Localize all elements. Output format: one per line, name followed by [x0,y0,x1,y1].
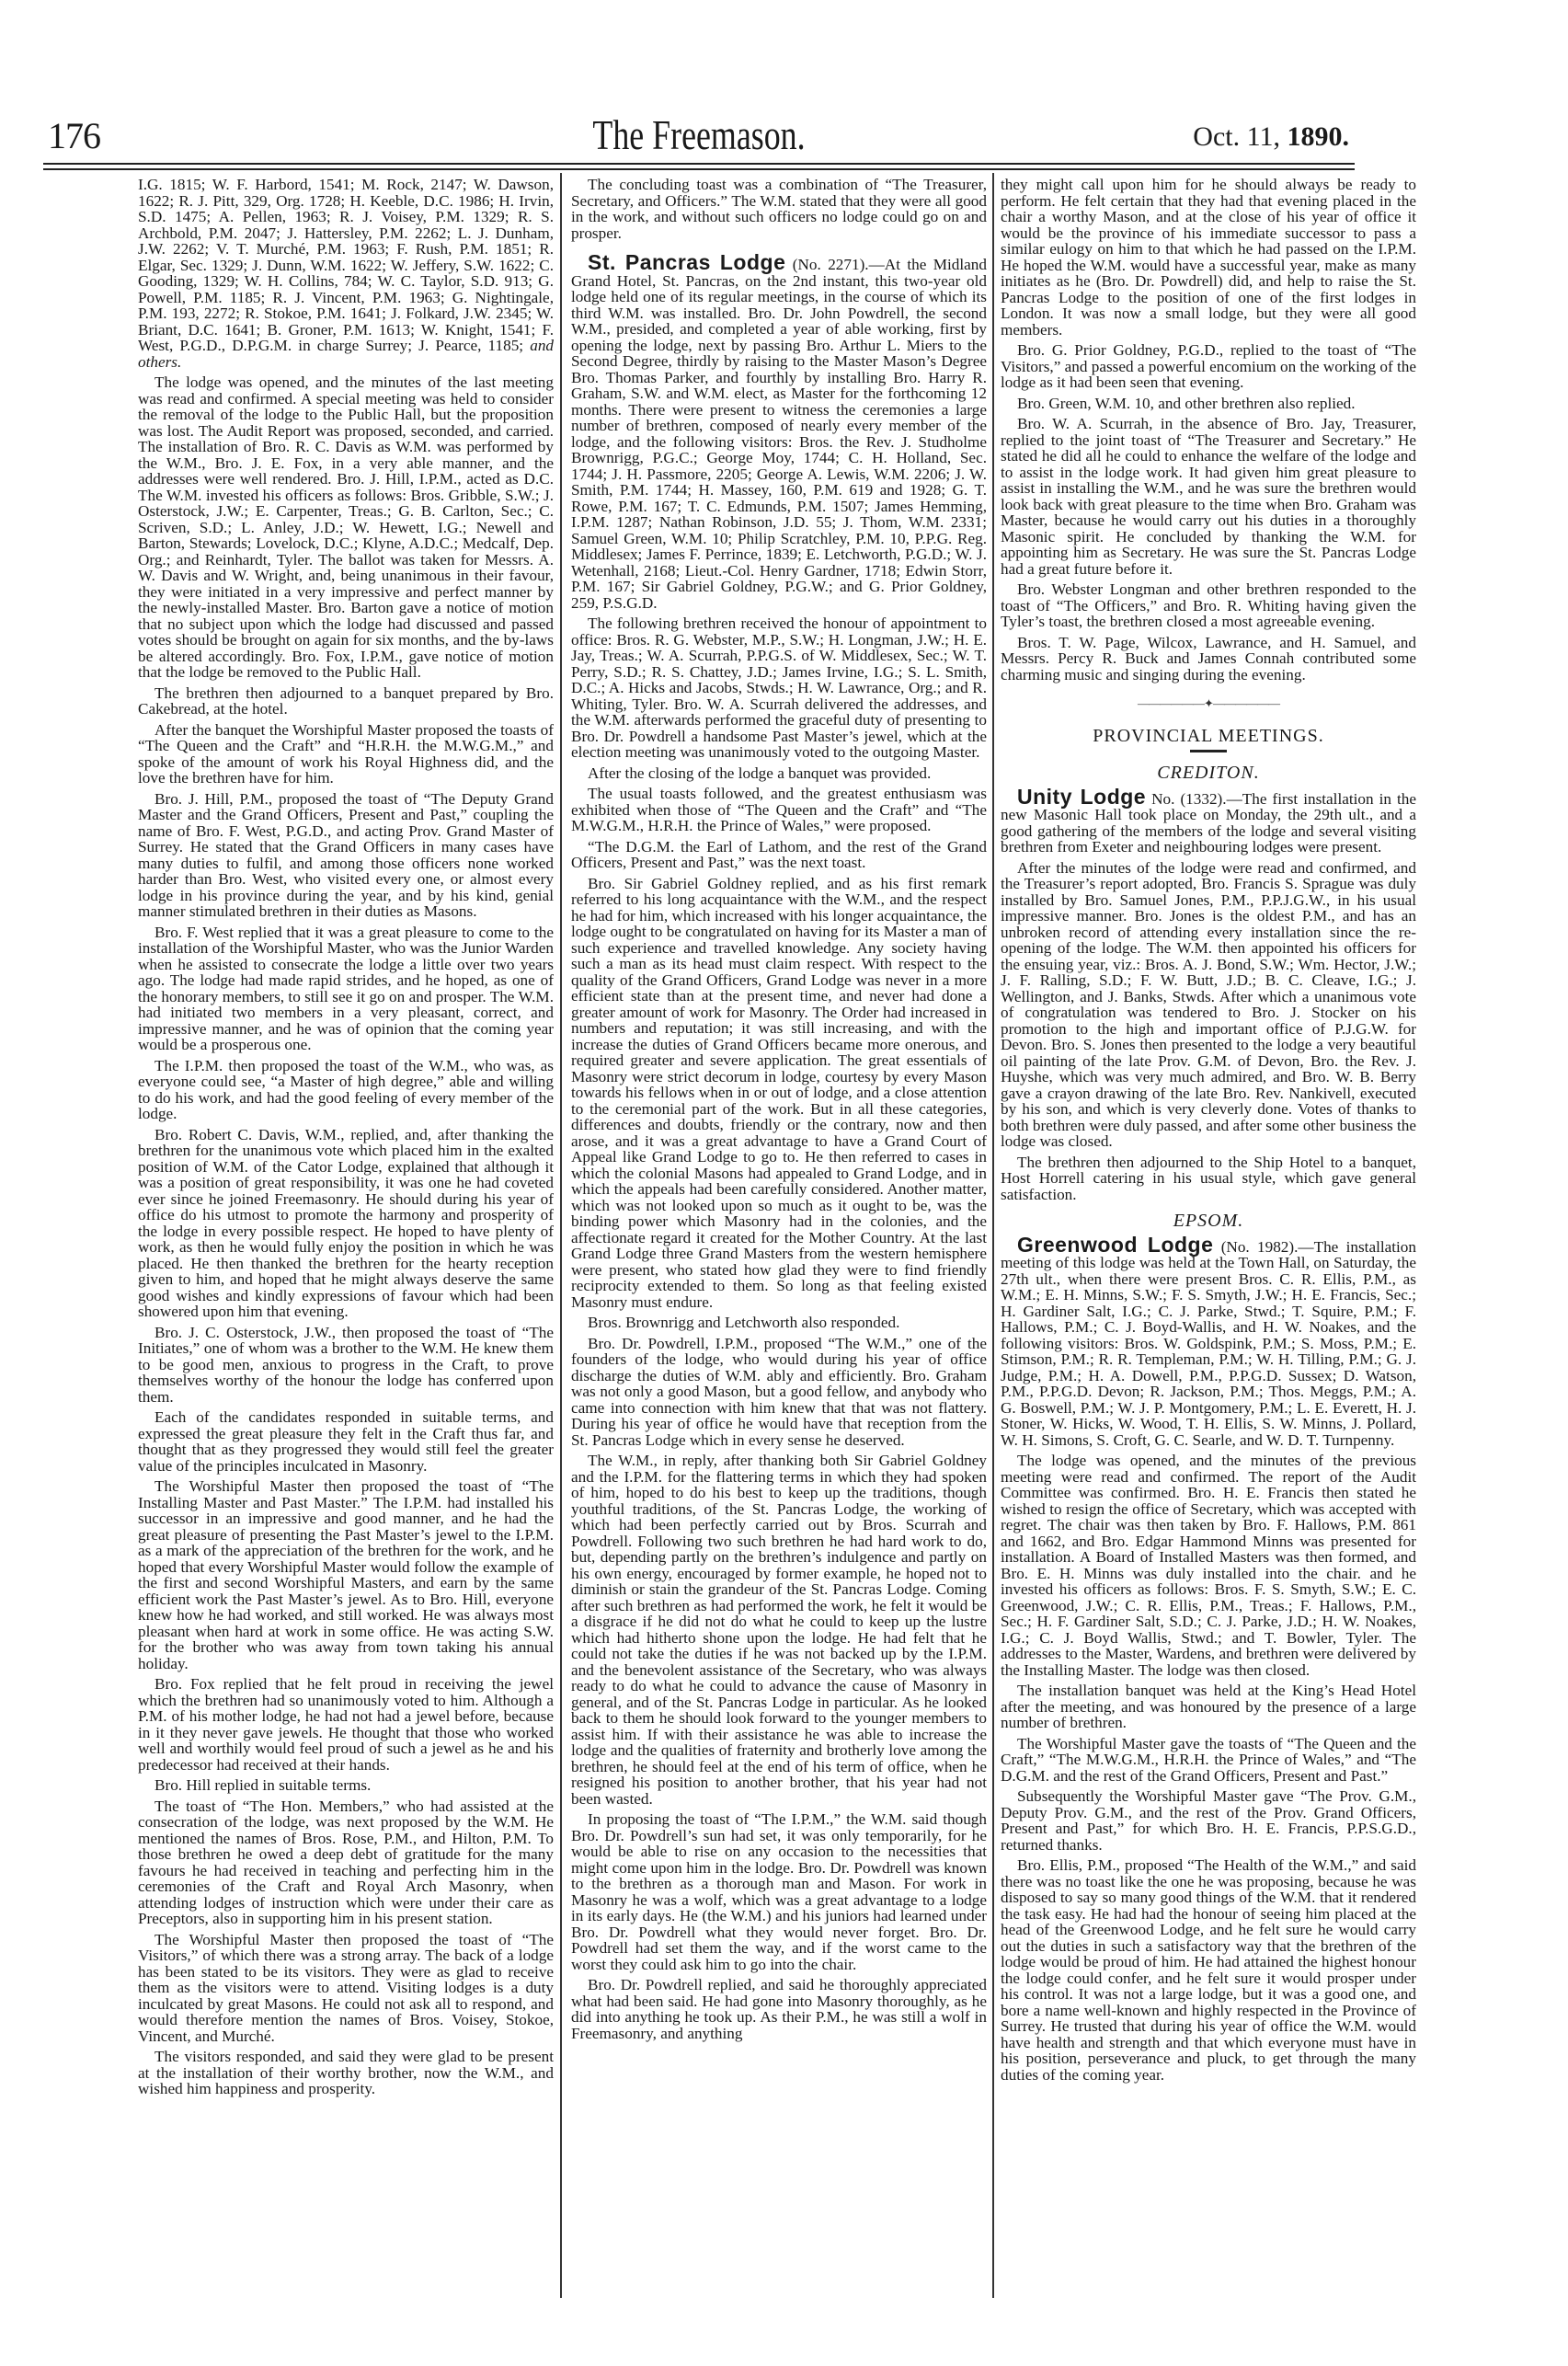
paragraph: Bro. J. Hill, P.M., proposed the toast of “The Deputy Grand Master and the Grand Officers, Present and Past,” coupling the name of Bro. F. West, P.G.D., and acting Prov. Grand Master of Surrey. He stated that the Grand Officers in many cases have many duties to fulfil, and among those officers none worked harder than Bro. West, who visited every one, or almost every lodge in his province during the year, and by his kind, genial manner stimulated brethren in their duties as Masons. [138,789,554,920]
paragraph: Bro. J. C. Osterstock, J.W., then proposed the toast of “The Initiates,” one of whom was a brother to the W.M. He knew them to be good men, anxious to progress in the Craft, to prove themselves worthy of the honour the lodge has conferred upon them. [138,1323,554,1406]
lodge-intro: (No. 2271).—At the Midland Grand Hotel, St. Pancras, on the 2nd instant, this two-year old lodge held one of its regular meetings, in the course of which its third W.M. was installed. Bro. Dr. John Powdrell, the second W.M., presided, and completed a year of able working, first by opening the lodge, next by passing Bro. Arthur L. Miers to the Second Degree, thirdly by raising to the Master Mason’s Degree Bro. Thomas Parker, and fourthly by installing Bro. Harry R. Graham, S.W. and W.M. elect, as Master for the forthcoming 12 months. There were present to witness the ceremonies a large number of brethren, composed of nearly every member of the lodge, and the following visitors: Bros. the Rev. J. Studholme Brownrigg, P.G.C.; George Moy, 1744; C. H. Holland, Sec. 1744; J. H. Passmore, 2205; George A. Lewis, W.M. 2206; J. W. Smith, P.M. 1744; H. Massey, 160, P.M. 619 and 1928; G. T. Rowe, P.M. 167; T. C. Edmunds, P.M. 1507; James Hemming, I.P.M. 1287; Nathan Robinson, J.D. 55; J. Thom, W.M. 2331; Samuel Green, W.M. 10; Philip Scratchley, P.M. 10, P.P.G. Reg. Middlesex; James F. Perrince, 1839; E. Letchworth, P.G.D.; W. J. Wetenhall, 2168; Lieut.-Col. Henry Gardner, 1718; Edwin Storr, P.M. 167; Sir Gabriel Goldney, P.G.W.; and G. Prior Goldney, 259, P.S.G.D. [571,256,987,612]
masthead [41,110,1356,156]
lodge-report-greenwood [1001,1232,1416,1449]
paragraph: In proposing the toast of “The I.P.M.,” the W.M. said though Bro. Dr. Powdrell’s sun had set, it was only temporarily, for he would be able to rise on any occasion to the necessities that might come upon him in the lodge. Bro. Dr. Powdrell was known to the brethren as a thorough man and Mason. For work in Masonry he was a wolf, which was a great advantage to a lodge in its early days. He (the W.M.) and his juniors had learned under Bro. Dr. Powdrell what they would never forget. Bro. Dr. Powdrell had set them the way, and if the worst came to the worst they could ask him to go into the chair. [571,1810,987,1973]
place-heading-crediton: CREDITON. [1157,763,1260,783]
paragraph: “The D.G.M. the Earl of Lathom, and the rest of the Grand Officers, Present and Past,” was the next toast. [571,837,987,871]
paragraph: After the banquet the Worshipful Master proposed the toasts of “The Queen and the Craft” and “H.R.H. the M.W.G.M.,” and spoke of the amount of work his Royal Highness did, and the love the brethren have for him. [138,720,554,787]
paragraph: Each of the candidates responded in suitable terms, and expressed the great pleasure they felt in the Craft thus far, and thought that as they progressed they would still feel the greater value of the principles inculcated in Masonry. [138,1408,554,1475]
lodge-report-unity [1001,784,1416,856]
lodge-report-st-pancras [571,250,987,612]
paragraph: The concluding toast was a combination of “The Treasurer, Secretary, and Officers.” The W.M. stated that they were all good in the work, and without such officers no lodge could go on and prosper. [571,176,987,242]
header-rule-secondary [43,168,1355,170]
paragraph: After the minutes of the lodge were read and confirmed, and the Treasurer’s report adopted, Bro. Francis S. Sprague was duly installed by Bro. Samuel Jones, P.M., P.P.J.G.W., in his usual impressive manner. Bro. Jones is the oldest P.M., and has an unbroken record of attending every installation since the re-opening of the lodge. The W.M. then appointed his officers for the ensuing year, viz.: Bros. A. J. Bond, S.W.; Wm. Hector, J.W.; J. F. Ralling, S.D.; F. W. Butt, J.D.; B. C. Cleave, I.G.; J. Wellington, and J. Banks, Stwds. After which a unanimous vote of congratulation was tendered to Bro. J. Stocker on his promotion to the high and important office of P.J.G.W. for Devon. Bro. S. Jones then presented to the lodge a very beautiful oil painting of the late Prov. G.M. of Devon, Bro. the Rev. J. Huyshe, which was very much admired, and Bro. W. B. Berry gave a crayon drawing of the late Bro. Rev. Nankivell, executed by his son, and which is very cleverly done. Votes of thanks to both brethren were duly passed, and after some other business the lodge was closed. [1001,858,1416,1150]
lodge-intro: No. (1332).—The first installation in the new Masonic Hall took place on Monday, the 29th ult., and a good gathering of the members of the lodge and several visiting brethren from Exeter and neighbouring lodges were present. [1001,789,1416,856]
paragraph: The Worshipful Master then proposed the toast of “The Installing Master and Past Master.” The I.P.M. had installed his successor in an impressive and good manner, and he had the great pleasure of presenting the Past Master’s jewel to the I.P.M. as a mark of the appreciation of the brethren for the work, and he hoped that every Worshipful Master would follow the example of the first and second Worshipful Masters, and earn by the same efficient work the Past Master’s jewel. As to Bro. Hill, everyone knew how he had worked, and still worked. He was always most pleasant when hard at work in some office. He was acting S.W. for the brother who was away from town taking his annual holiday. [138,1477,554,1672]
issue-date-year: 1890. [1287,121,1349,152]
header-rule [43,163,1355,165]
paragraph: The Worshipful Master then proposed the toast of “The Visitors,” of which there was a strong array. The back of a lodge has been stated to be its visitors. They were as glad to receive them as the visitors were to attend. Visiting lodges is a duty inculcated by great Masons. He could not ask all to respond, and would therefore mention the names of Bros. Voisey, Stokoe, Vincent, and Murché. [138,1930,554,2045]
visitor-list: I.G. 1815; W. F. Harbord, 1541; M. Rock, 2147; W. Dawson, 1622; R. J. Pitt, 329, Org. 1728; H. Keeble, D.C. 1986; H. Irvin, S.D. 1475; A. Pellen, 1963; R. J. Voisey, P.M. 1329; R. S. Archbold, P.M. 2047; J. Hattersley, P.M. 2262; L. J. Dunham, J.W. 2262; V. T. Murché, P.M. 1963; F. Rush, P.M. 1851; R. Elgar, Sec. 1329; J. Dunn, W.M. 1622; W. Jeffery, S.W. 1622; C. Gooding, 1329; W. H. Collins, 784; W. C. Taylor, S.D. 913; G. Powell, P.M. 1185; R. J. Vincent, P.M. 1963; G. Nightingale, P.M. 193, 2272; R. Stokoe, P.M. 1641; J. Folkard, J.W. 2345; W. Briant, D.C. 1641; B. Groner, P.M. 1613; W. Knight, 1541; F. West, P.G.D., D.P.G.M. in charge Surrey; J. Pearce, 1185; [138,176,554,354]
section-divider-ornament: ——————✦—————— [1138,696,1279,710]
section-title: PROVINCIAL MEETINGS. [1093,725,1324,746]
lodge-intro: (No. 1982).—The installation meeting of this lodge was held at the Town Hall, on Saturday, the 27th ult., when there were present Bros. C. R. Ellis, P.M., as W.M.; E. H. Minns, S.W.; F. S. Smyth, J.W.; H. E. Francis, Sec.; H. Gardiner Salt, I.G.; C. J. Parke, Stwd.; T. Squire, P.M.; F. Hallows, P.M.; C. J. Boyd-Wallis, and H. W. Noakes, and the following visitors: Bros. W. Goldspink, P.M.; S. Moss, P.M.; E. Stimson, P.M.; R. R. Templeman, P.M.; W. H. Tilling, P.M.; G. J. Judge, P.M.; H. A. Dowell, P.M., P.P.G.D. Sussex; D. Watson, P.M., P.P.G.D. Devon; R. Jackson, P.M.; Thos. Meggs, P.M.; A. G. Boswell, P.M.; W. J. P. Montgomery, P.M.; L. E. Everett, H. J. Stoner, W. Hicks, W. Wood, T. H. Ellis, S. W. Minns, J. Pollard, W. H. Simons, S. Croft, G. C. Searle, and W. D. T. Turnpenny. [1001,1237,1416,1449]
paragraph: Bros. T. W. Page, Wilcox, Lawrance, and H. Samuel, and Messrs. Percy R. Buck and James Connah contributed some charming music and singing during the evening. [1001,633,1416,683]
paragraph: Bro. Dr. Powdrell, I.P.M., proposed “The W.M.,” one of the founders of the lodge, who would during his year of office discharge the duties of W.M. ably and efficiently. Bro. Graham was not only a good Mason, but a good fellow, and anybody who came into connection with him knew that that was not flattery. During his year of office he would have that reception from the St. Pancras Lodge which in every sense he deserved. [571,1334,987,1449]
paragraph: Bro. Hill replied in suitable terms. [155,1776,372,1794]
section-rule [1190,750,1227,752]
column-3 [1001,177,1416,2087]
issue-date [1193,121,1349,153]
paragraph: The usual toasts followed, and the greatest enthusiasm was exhibited when those of “The Queen and the Craft” and “The M.W.G.M., H.R.H. the Prince of Wales,” were proposed. [571,785,987,834]
paragraph: The following brethren received the honour of appointment to office: Bros. R. G. Webster, M.P., S.W.; H. Longman, J.W.; H. E. Jay, Treas.; W. A. Scurrah, P.P.G.S. of W. Middlesex, Sec.; W. T. Perry, S.D.; R. S. Chattey, J.D.; James Irvine, I.G.; S. L. Smith, D.C.; A. Hicks and Jacobs, Stwds.; H. W. Lawrance, Org.; and R. Whiting, Tyler. Bro. W. A. Scurrah delivered the addresses, and the W.M. afterwards performed the graceful duty of presenting to Bro. Dr. Powdrell a handsome Past Master’s jewel, which at the election meeting was unanimously voted to the outgoing Master. [571,614,987,761]
paragraph: The W.M., in reply, after thanking both Sir Gabriel Goldney and the I.P.M. for the flattering terms in which they had spoken of him, hoped to do his best to keep up the traditions, though youthful traditions, of the St. Pancras Lodge, the working of which had been perfectly carried out by Bros. Scurrah and Powdrell. Following two such brethren he had hard work to do, but, depending partly on the brethren’s indulgence and partly on his own energy, encouraged by former example, he hoped not to diminish or stain the grandeur of the St. Pancras Lodge. Coming after such brethren as had performed the work, he felt it would be a disgrace if he did not do what he could to keep up the lustre which had hitherto shone upon the lodge. He had felt that he could not take the duties if he was not backed up by the I.P.M. and the benevolent assistance of the Secretary, who was always ready to do what he could to advance the cause of Masonry in general, and of the St. Pancras Lodge in particular. As he looked back to them he should look forward to the younger members to assist him. If with their assistance he was able to increase the lodge and the qualities of fraternity and brotherly love among the brethren, he should feel at the end of his term of office, when he resigned his position to another brother, that his year had not been wasted. [571,1452,987,1808]
paragraph: Bro. Dr. Powdrell replied, and said he thoroughly appreciated what had been said. He had gone into Masonry thoroughly, as he did into anything he took up. As their P.M., he was still a wolf in Freemasonry, and anything [571,1976,987,2042]
paragraph: The I.P.M. then proposed the toast of the W.M., who was, as everyone could see, “a Master of high degree,” able and willing to do his work, and had the good feeling of every member of the lodge. [138,1056,554,1122]
lodge-heading: Unity Lodge [1017,784,1147,809]
paragraph: Subsequently the Worshipful Master gave “The Prov. G.M., Deputy Prov. G.M., and the rest of the Prov. Grand Officers, Present and Past,” for which Bro. H. E. Francis, P.P.S.G.D., returned thanks. [1001,1787,1416,1854]
paragraph: Bro. Green, W.M. 10, and other brethren also replied. [1017,394,1356,412]
publication-title: The Freemason. [592,111,806,158]
paragraph: The toast of “The Hon. Members,” who had assisted at the consecration of the lodge, was next proposed by the W.M. He mentioned the names of Bros. Rose, P.M., and Hilton, P.M. To those brethren he owed a deep debt of gratitude for the many favours he had received in teaching and perfecting him in the ceremonies of the Craft and Royal Arch Masonry, when attending lodges of instruction which were under their care as Preceptors, also in supporting him in his present station. [138,1797,554,1927]
column-divider [992,173,994,2298]
lodge-heading: Greenwood Lodge [1017,1232,1214,1257]
paragraph: Bros. Brownrigg and Letchworth also responded. [588,1314,900,1331]
paragraph: Bro. Fox replied that he felt proud in receiving the jewel which the brethren had so unanimously voted to him. Although a P.M. of his mother lodge, he had not had a jewel before, because in it they never gave jewels. He thought that those who worked well and worthily would feel proud of such a jewel as he and his predecessor had received at their hands. [138,1675,554,1774]
paragraph: Bro. Ellis, P.M., proposed “The Health of the W.M.,” and said there was no toast like the one he was proposing, because he was disposed to say so many good things of the W.M. that it rendered the task easy. He had had the honour of seeing him placed at the head of the Greenwood Lodge, and he felt sure he would carry out the duties in such a satisfactory way that the brethren of the lodge would be proud of him. He had attained the highest honour the lodge could confer, and he felt sure it would prosper under his control. It was not a large lodge, but it was a good one, and bore a name well-known and highly respected in the Province of Surrey. He trusted that during his year of office the W.M. would have health and strength and that which everyone must have in his position, perseverance and pluck, to get through the many duties of the coming year. [1001,1856,1416,2084]
paragraph: Bro. G. Prior Goldney, P.G.D., replied to the toast of “The Visitors,” and passed a powerful encomium on the working of the lodge as it had been seen that evening. [1001,341,1416,391]
column-1 [138,177,554,2102]
paragraph: The installation banquet was held at the King’s Head Hotel after the meeting, and was honoured by the presence of a large number of brethren. [1001,1682,1416,1731]
paragraph: Bro. F. West replied that it was a great pleasure to come to the installation of the Worshipful Master, who was the Junior Warden when he assisted to consecrate the lodge a little over two years ago. The lodge had made rapid strides, and he hoped, as one of the honorary members, to still see it go on and prosper. The W.M. had initiated two members in a very pleasant, correct, and impressive manner, and he was of opinion that the coming year would be a prosperous one. [138,923,554,1053]
paragraph: The brethren then adjourned to the Ship Hotel to a banquet, Host Horrell catering in his usual style, which gave general satisfaction. [1001,1153,1416,1203]
paragraph: The Worshipful Master gave the toasts of “The Queen and the Craft,” “The M.W.G.M., H.R.H. the Prince of Wales,” and “The D.G.M. and the rest of the Grand Officers, Present and Past.” [1001,1734,1416,1785]
paragraph: Bro. Sir Gabriel Goldney replied, and as his first remark referred to his long acquaintance with the W.M., and the respect he had for him, which increased with his longer acquaintance, the lodge ought to be congratulated on having for its Master a man of such experience and travelled knowledge. Any society having such a man as its head must claim respect. With respect to the quality of the Grand Officers, Grand Lodge was never in a more efficient state than at the present time, and never had done a greater amount of work for Masonry. The Order had increased in numbers and reputation; it was still increasing, and with the increase the duties of Grand Officers became more onerous, and required greater and severe application. The great essentials of Masonry were strict decorum in lodge, courtesy by every Mason towards his fellows when in or out of lodge, and a close attention to the ceremonial part of the work. But in all these categories, differences and doubts, friendly or the contrary, now and then arose, and it was a great advantage to have a Grand Court of Appeal like Grand Lodge to go to. He then referred to cases in which the colonial Masons had appealed to Grand Lodge, and in which the appeals had been carefully considered. Another matter, which was not looked upon so much as it ought to be, was the binding power which Masonry had in the colonies, and the affectionate regard it created for the Mother Country. At the last Grand Lodge three Grand Masters from the western hemisphere were present, who stated how glad they were to find friendly reciprocity extended to them. So long as that feeling existed Masonry must endure. [571,874,987,1311]
paragraph: After the closing of the lodge a banquet was provided. [588,764,932,782]
paragraph: Bro. W. A. Scurrah, in the absence of Bro. Jay, Treasurer, replied to the joint toast of “The Treasurer and Secretary.” He stated he did all he could to enhance the welfare of the lodge and to assist in the lodge work. It had given him great pleasure to assist in installing the W.M., and he was sure the brethren would look back with great pleasure to the time when Bro. Graham was Master, because he would carry out his duties in a thoroughly Masonic spirit. He concluded by thanking the W.M. for appointing him as Secretary. He was sure the St. Pancras Lodge had a great future before it. [1001,415,1416,578]
paragraph: The visitors responded, and said they were glad to be present at the installation of their worthy brother, now the W.M., and wished him happiness and prosperity. [138,2048,554,2097]
visitor-list-tail: and others. [138,337,555,371]
paragraph: they might call upon him for he should always be ready to perform. He felt certain that they had that evening placed in the chair a worthy Mason, and at the close of his year of office it would be the province of his immediate successor to pass a similar eulogy on him to that which he had passed on the I.P.M. He hoped the W.M. would have a successful year, make as many initiates as he (Bro. Dr. Powdrell) did, and help to raise the St. Pancras Lodge to the position of one of the first lodges in London. It was now a small lodge, but they were all good members. [1001,176,1416,339]
column-2 [571,177,987,2046]
paragraph: The brethren then adjourned to a banquet prepared by Bro. Cakebread, at the hotel. [138,683,554,718]
page-number: 176 [48,115,100,156]
paragraph: Bro. Robert C. Davis, W.M., replied, and, after thanking the brethren for the unanimous vote which placed him in the exalted position of W.M. of the Cator Lodge, explained that although it was a position of great responsibility, it was one he had coveted ever since he joined Freemasonry. He should during his year of office do his utmost to promote the harmony and prosperity of the lodge in every possible respect. He hoped to have plenty of work, as then he would fully enjoy the position in which he was placed. He then thanked the brethren for the hearty reception given to him, and hoped that he might always deserve the same good wishes and kindly expressions of favour which had been showered upon him that evening. [138,1125,554,1320]
paragraph: Bro. Webster Longman and other brethren responded to the toast of “The Officers,” and Bro. R. Whiting having given the Tyler’s toast, the brethren closed a most agreeable evening. [1001,580,1416,630]
paragraph: The lodge was opened, and the minutes of the previous meeting were read and confirmed. The report of the Audit Committee was confirmed. Bro. H. E. Francis then stated he wished to resign the office of Secretary, which was accepted with regret. The chair was then taken by Bro. F. Hallows, P.M. 861 and 1662, and Bro. Edgar Hammond Minns was presented for installation. A Board of Installed Masters was then formed, and Bro. E. H. Minns was duly installed into the chair. and he invested his officers as follows: Bros. F. S. Smyth, S.W.; E. C. Greenwood, J.W.; C. R. Ellis, P.M., Treas.; F. Hallows, P.M., Sec.; H. F. Gardiner Salt, S.D.; C. J. Parke, J.D.; H. W. Noakes, I.G.; C. J. Boyd Wallis, Stwd.; and T. Bowler, Tyler. The addresses to the Master, Wardens, and brethren were delivered by the Installing Master. The lodge was then closed. [1001,1452,1416,1679]
issue-date-day: Oct. 11, [1193,121,1280,152]
lodge-heading: St. Pancras Lodge [588,250,786,274]
column-divider [560,173,562,2298]
paragraph [138,177,554,370]
paragraph: The lodge was opened, and the minutes of the last meeting was read and confirmed. A special meeting was held to consider the removal of the lodge to the Public Hall, but the proposition was lost. The Audit Report was proposed, seconded, and carried. The installation of Bro. R. C. Davis as W.M. was performed by the W.M., Bro. J. E. Fox, in a very able manner, and the addresses were well rendered. Bro. J. Hill, I.P.M., acted as D.C. The W.M. invested his officers as follows: Bros. Gribble, S.W.; J. Osterstock, J.W.; E. Carpenter, Treas.; G. B. Carlton, Sec.; C. Scriven, S.D.; L. Anley, J.D.; W. Hewett, I.G.; Newell and Barton, Stewards; Lovelock, D.C.; Klyne, A.D.C.; Medcalf, Dep. Org.; and Reinhardt, Tyler. The ballot was taken for Messrs. A. W. Davis and W. Wright, and, being unanimous in their favour, they were initiated in a very impressive and perfect manner by the newly-installed Master. Bro. Barton gave a notice of motion that no subject upon which the lodge had discussed and passed votes should be brought on again for six months, and the by-laws be altered accordingly. Bro. Fox, I.P.M., gave notice of motion that the lodge be removed to the Public Hall. [138,373,554,681]
place-heading-epsom: EPSOM. [1173,1211,1244,1231]
